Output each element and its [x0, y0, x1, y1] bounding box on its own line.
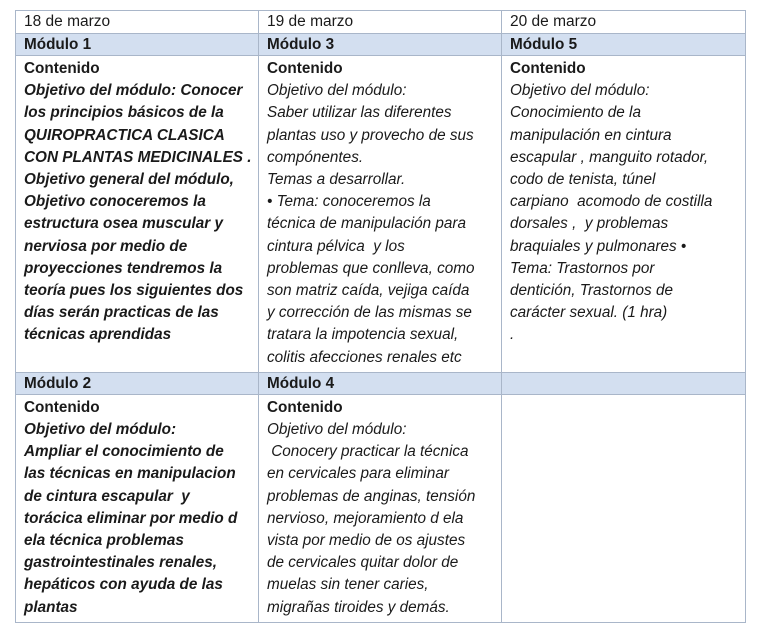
content-line: codo de tenista, túnel	[510, 171, 656, 189]
content-line: Conocimiento de la	[510, 104, 641, 122]
content-line: QUIROPRACTICA CLASICA	[24, 126, 225, 144]
content-line: dorsales , y problemas	[510, 215, 669, 233]
content-body	[267, 80, 493, 369]
content-line: problemas que conlleva, como	[267, 259, 475, 277]
content-line: plantas uso y provecho de sus	[267, 126, 474, 144]
content-line: Ampliar el conocimiento de	[24, 443, 224, 461]
module-content-cell	[259, 394, 502, 622]
content-line: colitis afecciones renales etc	[267, 348, 462, 366]
content-line: carpiano acomodo de costilla	[510, 193, 713, 211]
content-line: braquiales y pulmonares •	[510, 237, 687, 255]
content-line: en cervicales para eliminar	[267, 465, 449, 483]
content-body	[24, 419, 250, 619]
module-header-row	[16, 372, 746, 394]
content-line: gastrointestinales renales,	[24, 554, 217, 572]
content-line: nervioso, mejoramiento d ela	[267, 509, 464, 527]
content-line: nerviosa por medio de	[24, 237, 188, 255]
content-line: teoría pues los siguientes dos	[24, 282, 244, 300]
content-line: dentición, Trastornos de	[510, 282, 673, 300]
content-line: carácter sexual. (1 hra)	[510, 304, 668, 322]
date-cell: 19 de marzo	[259, 11, 502, 34]
content-line: son matriz caída, vejiga caída	[267, 282, 470, 300]
content-line: .	[510, 326, 515, 344]
content-title: Contenido	[24, 398, 100, 416]
module-header: Módulo 2	[16, 372, 259, 394]
content-line: Objetivo general del módulo,	[24, 171, 234, 189]
content-line: Objetivo del módulo:	[510, 82, 650, 100]
date-row	[16, 11, 746, 34]
content-line: problemas de anginas, tensión	[267, 487, 476, 505]
content-line: CON PLANTAS MEDICINALES .	[24, 148, 252, 166]
content-title: Contenido	[510, 60, 586, 77]
content-line: compónentes.	[267, 148, 364, 166]
content-line: Conocery practicar la técnica	[267, 443, 469, 461]
content-line: Objetivo del módulo:	[267, 421, 407, 439]
content-body	[267, 419, 493, 619]
module-header: Módulo 4	[259, 372, 502, 394]
content-line: de cintura escapular y	[24, 487, 190, 505]
content-line: de cervicales quitar dolor de	[267, 554, 459, 572]
content-body	[510, 80, 737, 346]
content-line: escapular , manguito rotador,	[510, 148, 709, 166]
module-header: Módulo 5	[502, 34, 746, 56]
module-content-row	[16, 394, 746, 622]
content-line: vista por medio de os ajustes	[267, 532, 466, 550]
schedule-page	[15, 10, 745, 623]
content-line: • Tema: conoceremos la	[267, 193, 431, 211]
module-header	[502, 372, 746, 394]
module-content-row	[16, 56, 746, 373]
content-line: Objetivo del módulo:	[267, 82, 407, 100]
content-line: torácica eliminar por medio d	[24, 509, 238, 527]
content-line: las técnicas en manipulacion	[24, 465, 236, 483]
module-content-cell	[502, 394, 746, 622]
module-schedule-table	[15, 10, 746, 623]
content-line: Objetivo del módulo:	[24, 421, 177, 439]
content-line: técnicas aprendidas	[24, 326, 172, 344]
content-line: Objetivo del módulo: Conocer	[24, 82, 243, 100]
content-line: cintura pélvica y los	[267, 237, 405, 255]
content-title: Contenido	[267, 398, 343, 416]
date-cell: 18 de marzo	[16, 11, 259, 34]
module-header-row	[16, 34, 746, 56]
content-line: proyecciones tendremos la	[24, 259, 223, 277]
content-line: estructura osea muscular y	[24, 215, 223, 233]
content-body	[24, 80, 250, 346]
date-cell: 20 de marzo	[502, 11, 746, 34]
content-line: tratara la impotencia sexual,	[267, 326, 459, 344]
content-line: muelas sin tener caries,	[267, 576, 429, 594]
content-line: manipulación en cintura	[510, 126, 672, 144]
content-line: días serán practicas de las	[24, 304, 219, 322]
module-content-cell	[259, 56, 502, 373]
module-content-cell	[16, 56, 259, 373]
module-header: Módulo 1	[16, 34, 259, 56]
content-line: plantas	[24, 598, 78, 616]
content-title: Contenido	[267, 60, 343, 77]
content-line: ela técnica problemas	[24, 532, 184, 550]
content-line: Temas a desarrollar.	[267, 171, 406, 189]
content-line: los principios básicos de la	[24, 104, 224, 122]
module-content-cell	[16, 394, 259, 622]
module-content-cell	[502, 56, 746, 373]
module-header: Módulo 3	[259, 34, 502, 56]
content-line: hepáticos con ayuda de las	[24, 576, 223, 594]
content-line: Objetivo conoceremos la	[24, 193, 206, 211]
content-line: migrañas tiroides y demás.	[267, 598, 450, 616]
content-line: y corrección de las mismas se	[267, 304, 472, 322]
content-line: Saber utilizar las diferentes	[267, 104, 452, 122]
content-line: técnica de manipulación para	[267, 215, 466, 233]
content-line: Tema: Trastornos por	[510, 259, 655, 277]
content-title: Contenido	[24, 60, 100, 77]
